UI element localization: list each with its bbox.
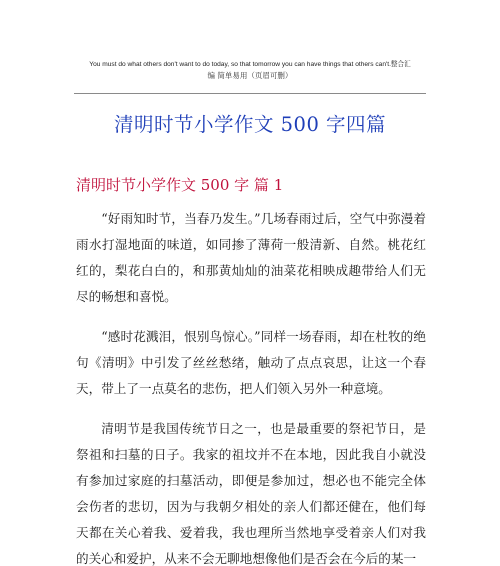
page-header bbox=[74, 60, 426, 82]
paragraph-1: “好雨知时节，当春乃发生。”几场春雨过后，空气中弥漫着雨水打湿地面的味道，如同掺了薄荷一般清新、自然。桃花红红的，梨花白白的，和那黄灿灿的油菜花相映成趣带给人们无尽的畅想和喜悦。 bbox=[76, 211, 426, 304]
body-text bbox=[76, 206, 426, 566]
document-title: 清明时节小学作文 500 字四篇 bbox=[113, 113, 387, 136]
paragraph-3: 清明节是我国传统节日之一，也是最重要的祭祀节日，是祭祖和扫墓的日子。我家的祖坟并不在本地，因此我自小就没有参加过家庭的扫墓活动，即便是参加过，想必也不能完全体会伤者的悲切，因为与我朝夕相处的亲人们都还健在，他们每天都在关心着我、爱着我，我也理所当然地享受着亲人们对我的关心和爱护，从来不会无聊地想像他们是否会在今后的某一 bbox=[76, 421, 426, 566]
section-heading: 清明时节小学作文 500 字 篇 1 bbox=[76, 176, 284, 194]
header-motto: You must do what others don't want to do today, so that tomorrow you can have things that others can't.整合汇 bbox=[89, 61, 411, 68]
header-subtitle: 编 简单易用（页眉可删） bbox=[207, 71, 293, 80]
header-divider bbox=[74, 93, 426, 94]
paragraph-2: “感时花溅泪，恨别鸟惊心。”同样一场春雨，却在杜牧的绝句《清明》中引发了丝丝愁绪，触动了点点哀思，让这一个春天，带上了一点莫名的悲伤，把人们领入另外一种意境。 bbox=[76, 329, 426, 396]
